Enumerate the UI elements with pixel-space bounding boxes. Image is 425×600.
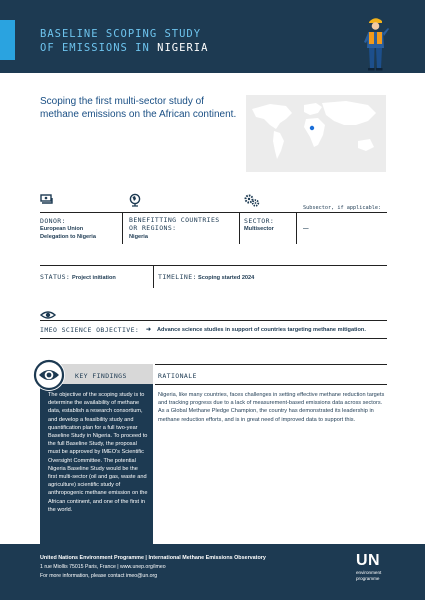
countries-label-line2: OR REGIONS: bbox=[129, 224, 177, 232]
worker-icon bbox=[362, 14, 390, 72]
objective-divider-top bbox=[40, 320, 387, 321]
info-divider-top bbox=[40, 212, 387, 213]
footer-org-line: United Nations Environment Programme | International Methane Emissions Observatory bbox=[40, 555, 266, 561]
unep-logo-sub2: programme bbox=[356, 575, 380, 581]
countries-value: Nigeria bbox=[129, 234, 148, 240]
key-findings-label: KEY FINDINGS bbox=[75, 372, 127, 380]
title-country: NIGERIA bbox=[157, 42, 209, 54]
rationale-text: Nigeria, like many countries, faces challenges in setting effective methane reduction targets and tracking progress due to a lack of measurement-based emissions data across sectors. As a Global Methane Pledge Champion, the country has demonstrated its leadership in methane reduction efforts, and is in great need of improved data to support this. bbox=[158, 392, 385, 423]
status-value: Project initiation bbox=[72, 275, 116, 281]
world-map-graphic bbox=[246, 95, 386, 172]
rationale-divider-bottom bbox=[155, 384, 387, 385]
objective-label: IMEO SCIENCE OBJECTIVE: bbox=[40, 326, 140, 334]
key-findings-eye-icon bbox=[33, 359, 65, 391]
subsector-label: Subsector, if applicable: bbox=[303, 205, 382, 211]
unep-logo bbox=[356, 552, 381, 581]
eye-icon bbox=[40, 310, 56, 320]
title-line-1: BASELINE SCOPING STUDY bbox=[40, 28, 202, 40]
donor-value-line1: European Union bbox=[40, 226, 84, 232]
map-marker-nigeria bbox=[310, 126, 314, 130]
arrow-right-icon: ➜ bbox=[146, 327, 152, 333]
unep-logo-sub1: environment bbox=[356, 570, 382, 575]
header-accent-bar bbox=[0, 20, 15, 60]
key-findings-text: The objective of the scoping study is to determine the availability of methane data, establish a research consortium, and develop a feasibility study and quantification plan for a full two-year Baseline Study in Nigeria. To proceed to the full Baseline Study, the proposal must be approved by IMEO's Scientific Oversight Committee. The potential Nigeria Baseline Study would be the first multi-sector (oil and gas, waste and agriculture) scientific study of anthropogenic methane emission on the African continent, and one of the first in the world. bbox=[48, 392, 148, 513]
rationale-label: RATIONALE bbox=[158, 372, 197, 380]
countries-label-line1: BENEFITTING COUNTRIES bbox=[129, 216, 220, 224]
title-line-2 bbox=[40, 41, 208, 55]
header-banner bbox=[0, 0, 425, 73]
info-divider-3 bbox=[296, 212, 297, 244]
timeline-label: TIMELINE: bbox=[158, 273, 197, 281]
objective-divider-bottom bbox=[40, 338, 387, 339]
key-findings-badge bbox=[33, 359, 65, 391]
footer-address-line: 1 rue Miollis 75015 Paris, France | www.unep.org/imeo bbox=[40, 564, 166, 570]
status-divider-mid bbox=[153, 265, 154, 288]
objective-value: Advance science studies in support of countries targeting methane mitigation. bbox=[157, 327, 366, 333]
globe-icon bbox=[129, 193, 141, 207]
timeline-value: Scoping started 2024 bbox=[198, 275, 255, 281]
page-title bbox=[40, 27, 208, 55]
status-divider-top bbox=[40, 265, 387, 266]
donor-value-line2: Delegation to Nigeria bbox=[40, 234, 96, 240]
sector-value: Multisector bbox=[244, 226, 274, 232]
sector-label: SECTOR: bbox=[244, 217, 275, 225]
footer-contact-line: For more information, please contact imeo@un.org bbox=[40, 573, 158, 579]
title-line-2-prefix: OF EMISSIONS IN bbox=[40, 42, 158, 54]
rationale-divider-top bbox=[155, 364, 387, 365]
donor-label: DONOR: bbox=[40, 217, 66, 225]
world-map bbox=[246, 95, 386, 172]
money-icon bbox=[40, 194, 54, 206]
gears-icon bbox=[244, 194, 260, 207]
info-divider-2 bbox=[239, 212, 240, 244]
unep-logo-mark: UN bbox=[356, 552, 381, 569]
footer bbox=[0, 544, 425, 600]
intro-text: Scoping the first multi-sector study of methane emissions on the African continent. bbox=[40, 96, 237, 120]
status-label: STATUS: bbox=[40, 273, 71, 281]
subsector-value: — bbox=[303, 226, 309, 232]
info-divider-1 bbox=[122, 212, 123, 244]
